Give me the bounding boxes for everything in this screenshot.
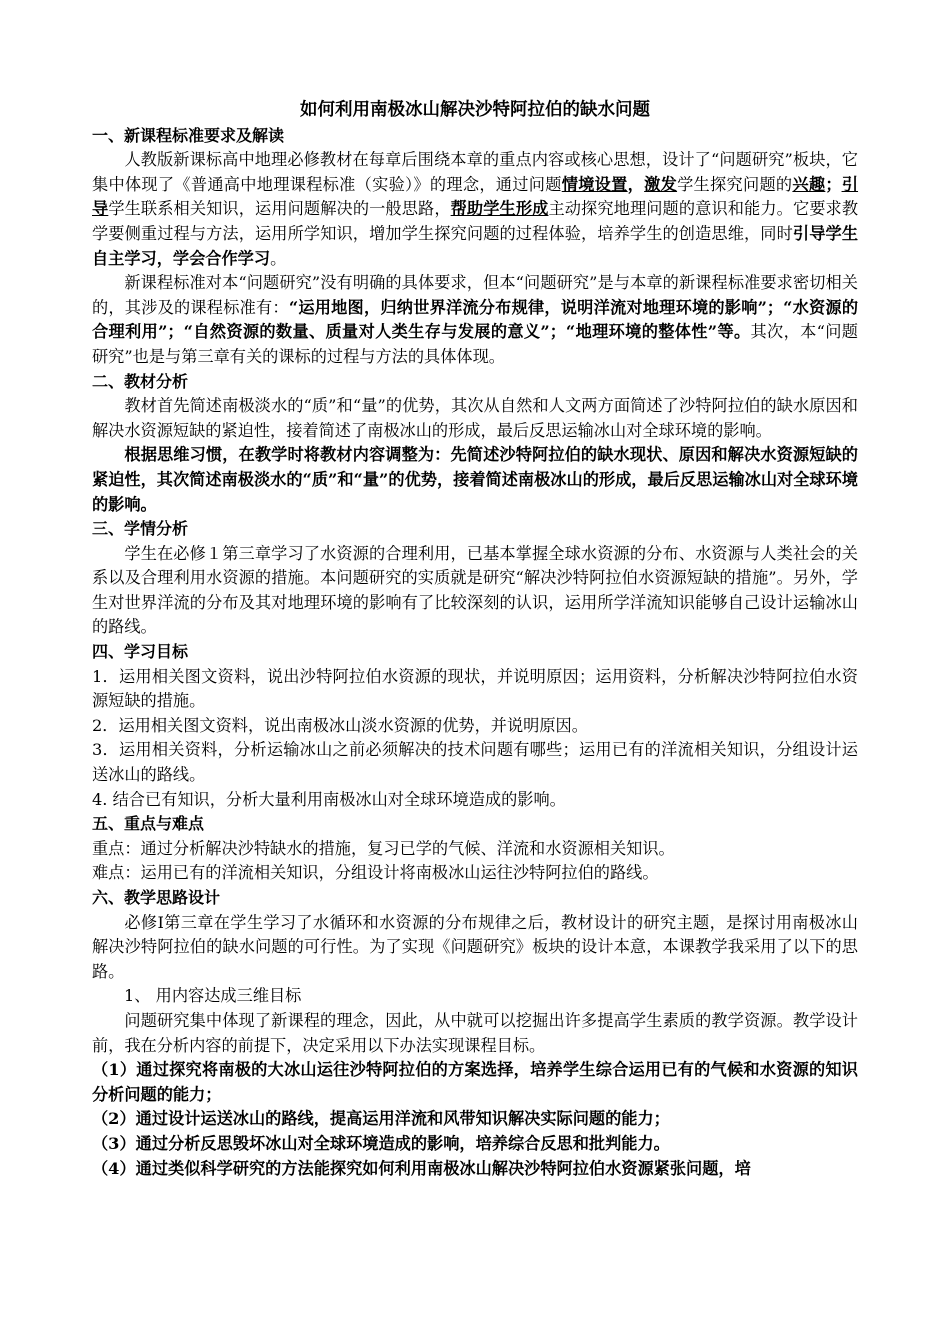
section-1-paragraph-1: 人教版新课标高中地理必修教材在每章后围绕本章的重点内容或核心思想，设计了“问题研究”板块，它集中体现了《普通高中地理课程标准（实验）》的理念，通过问题情境设置，激发学生探究问题的兴趣；引导学生联系相关知识，运用问题解决的一般思路，帮助学生形成主动探究地理问题的意识和能力。它要求教学要侧重过程与方法，运用所学知识，增加学生探究问题的过程体验，培养学生的创造思维，同时引导学生自主学习，学会合作学习。 (92, 150, 859, 268)
course-goal-item: （4）通过类似科学研究的方法能探究如何利用南极冰山解决沙特阿拉伯水资源紧张问题，培 (92, 1158, 751, 1178)
section-2-paragraph-1: 教材首先简述南极淡水的“质”和“量”的优势，其次从自然和人文两方面简述了沙特阿拉伯的缺水原因和解决水资源短缺的紧迫性，接着简述了南极冰山的形成，最后反思运输冰山对全球环境的影响。 (92, 396, 858, 440)
section-heading-1: 一、新课程标准要求及解读 (92, 125, 285, 145)
section-heading-6: 六、教学思路设计 (92, 888, 221, 907)
section-2-paragraph-2: 根据思维习惯，在教学时将教材内容调整为：先简述沙特阿拉伯的缺水现状、原因和解决水资源短缺的紧迫性，其次简述南极淡水的“质”和“量”的优势，接着简述南极冰山的形成，最后反思运输冰山对全球环境的影响。 (92, 445, 858, 514)
section-1-paragraph-2: 新课程标准对本“问题研究”没有明确的具体要求，但本“问题研究”是与本章的新课程标准要求密切相关的，其涉及的课程标准有：“运用地图，归纳世界洋流分布规律，说明洋流对地理环境的影响”；“水资源的合理利用”；“自然资源的数量、质量对人类生存与发展的意义”；“地理环境的整体性”等。其次，本“问题研究”也是与第三章有关的课标的过程与方法的具体体现。 (92, 273, 859, 366)
section-heading-4: 四、学习目标 (92, 642, 189, 662)
course-goal-item: （3）通过分析反思毁坏冰山对全球环境造成的影响，培养综合反思和批判能力。 (92, 1133, 670, 1153)
section-heading-5: 五、重点与难点 (92, 814, 205, 834)
document-title: 如何利用南极冰山解决沙特阿拉伯的缺水问题 (300, 100, 650, 120)
section-heading-2: 二、教材分析 (92, 371, 189, 391)
document-page (92, 98, 858, 1181)
course-goal-item: （1）通过探究将南极的大冰山运往沙特阿拉伯的方案选择，培养学生综合运用已有的气候和水资源的知识分析问题的能力； (92, 1060, 858, 1104)
section-6-paragraph-2: 问题研究集中体现了新课程的理念，因此，从中就可以挖掘出许多提高学生素质的教学资源。教学设计前，我在分析内容的前提下，决定采用以下办法实现课程目标。 (92, 1010, 858, 1055)
section-3-paragraph-1: 学生在必修１第三章学习了水资源的合理利用，已基本掌握全球水资源的分布、水资源与人类社会的关系以及合理利用水资源的措施。本问题研究的实质就是研究“解决沙特阿拉伯水资源短缺的措施”。另外，学生对世界洋流的分布及其对地理环境的影响有了比较深刻的认识，运用所学洋流知识能够自己设计运输冰山的路线。 (92, 543, 858, 637)
learning-goal-item: 2．运用相关图文资料，说出南极冰山淡水资源的优势，并说明原因。 (92, 715, 588, 735)
learning-goal-item: 1．运用相关图文资料，说出沙特阿拉伯水资源的现状，并说明原因；运用资料，分析解决沙特阿拉伯水资源短缺的措施。 (92, 666, 858, 711)
key-point: 重点：通过分析解决沙特缺水的措施，复习已学的气候、洋流和水资源相关知识。 (92, 838, 675, 858)
learning-goal-item: 3．运用相关资料，分析运输冰山之前必须解决的技术问题有哪些；运用已有的洋流相关知识，分组设计运送冰山的路线。 (92, 740, 858, 785)
course-goal-item: （2）通过设计运送冰山的路线，提高运用洋流和风带知识解决实际问题的能力； (92, 1109, 670, 1129)
section-6-subheading-1: 1、 用内容达成三维目标 (124, 986, 302, 1006)
section-6-paragraph-1: 必修Ⅰ第三章在学生学习了水循环和水资源的分布规律之后，教材设计的研究主题，是探讨用南极冰山解决沙特阿拉伯的缺水问题的可行性。为了实现《问题研究》板块的设计本意，本课教学我采用了以下的思路。 (92, 912, 858, 981)
section-heading-3: 三、学情分析 (92, 519, 189, 539)
difficult-point: 难点：运用已有的洋流相关知识，分组设计将南极冰山运往沙特阿拉伯的路线。 (92, 863, 659, 883)
learning-goal-item: 4. 结合已有知识，分析大量利用南极冰山对全球环境造成的影响。 (92, 789, 566, 809)
